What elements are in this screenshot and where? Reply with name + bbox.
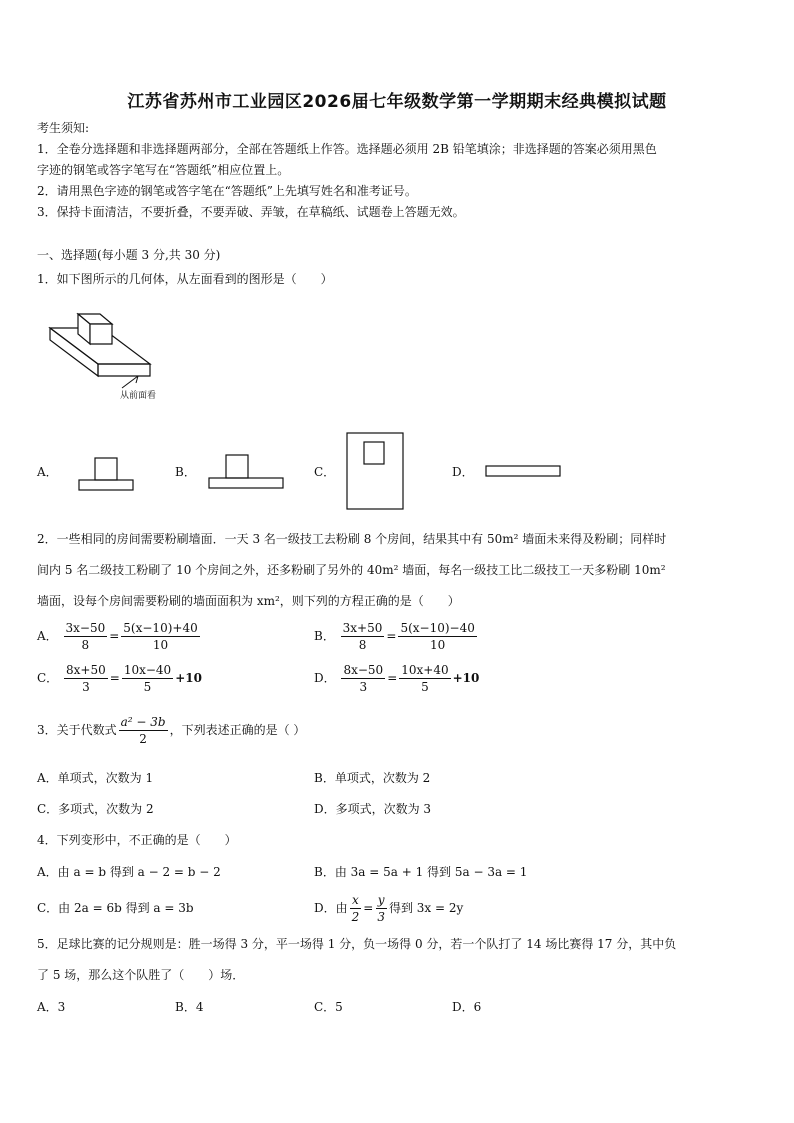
q1-figure-caption: 从前面看: [120, 391, 157, 401]
denominator: 3: [359, 680, 368, 694]
numerator: 10x+40: [401, 663, 449, 677]
numerator: 10x−40: [123, 663, 172, 677]
fraction-left: [341, 662, 385, 695]
q5-line-2: 了 5 场，那么这个队胜了（ ）场．: [37, 968, 245, 982]
option-label: B．: [314, 629, 335, 643]
numerator: 3x−50: [65, 621, 106, 635]
page-title: 江苏省苏州市工业园区2026届七年级数学第一学期期末经典模拟试题: [127, 92, 667, 112]
fraction-y: [375, 892, 387, 925]
fraction-right: [121, 620, 199, 653]
denominator: 5: [421, 680, 429, 694]
q4-option-d: [314, 892, 463, 925]
q3-option-b: B．单项式，次数为 2: [314, 771, 431, 785]
numerator: 5(x−10)+40: [123, 621, 198, 635]
numerator: x: [352, 893, 359, 907]
denominator: 3: [82, 680, 90, 694]
numerator: 8x+50: [66, 663, 106, 677]
q3-option-a: A．单项式，次数为 1: [37, 771, 154, 785]
q1-option-d-label: D．: [452, 465, 474, 479]
q5-option-b: B．4: [175, 1000, 204, 1014]
option-label: C．: [37, 671, 59, 685]
q2-line-2: 间内 5 名二级技工粉刷了 10 个房间之外，还多粉刷了另外的 40m² 墙面，每名一级技工比二级技工一天多粉刷 10m²: [37, 563, 666, 577]
option-label: A．: [37, 629, 58, 643]
notice-item-2: 2．请用黑色字迹的钢笔或答字笔在“答题纸”上先填写姓名和准考证号。: [37, 184, 417, 198]
notice-heading: 考生须知:: [37, 121, 90, 135]
q2-option-b: B． $\frac{3x+50}{8}$ = $\frac{5(x-10)-40}{10}$: [314, 621, 475, 652]
numerator: y: [377, 893, 385, 907]
q5-line-1: 5．足球比赛的记分规则是：胜一场得 3 分，平一场得 1 分，负一场得 0 分，若一个队打了 14 场比赛得 17 分，其中负: [37, 937, 677, 951]
q3-stem-pre: 3．关于代数式: [37, 723, 117, 737]
denominator: 5: [143, 680, 152, 694]
denominator: 10: [430, 638, 446, 652]
q3-option-c: C．多项式，次数为 2: [37, 802, 154, 816]
q3-option-d: D．多项式，次数为 3: [314, 802, 432, 816]
q3-stem: [37, 714, 305, 747]
equation-tail: +10: [175, 671, 202, 685]
q1-option-c-figure: [346, 432, 404, 510]
q2-option-a: A． $\frac{3x-50}{8}$ = $\frac{5(x-10)+40}{10}$: [37, 621, 198, 652]
denominator: 8: [81, 638, 90, 652]
q2-line-3: 墙面，设每个房间需要粉刷的墙面面积为 xm²，则下列的方程正确的是（ ）: [37, 594, 460, 608]
q2-option-d: D． $\frac{8x-50}{3}$ = $\frac{10x+40}{5}$ +10: [314, 663, 480, 694]
q4-option-a: A．由 a = b 得到 a − 2 = b − 2: [37, 865, 221, 879]
equation-tail: +10: [452, 671, 480, 685]
q4-d-pre: D．由: [314, 901, 348, 915]
section-heading: 一、选择题(每小题 3 分,共 30 分): [37, 248, 221, 262]
denominator: 10: [152, 638, 169, 652]
notice-item-1: 1．全卷分选择题和非选择题两部分，全部在答题纸上作答。选择题必须用 2B 铅笔填涂；非选择题的答案必须用黑色: [37, 142, 657, 156]
q5-option-a: A．3: [37, 1000, 66, 1014]
q1-stem: 1．如下图所示的几何体，从左面看到的图形是（ ）: [37, 272, 333, 286]
fraction-x: [350, 892, 362, 925]
q4-option-b: B．由 3a = 5a + 1 得到 5a − 3a = 1: [314, 865, 528, 879]
q2-option-c: C． $\frac{8x+50}{3}$ = $\frac{10x-40}{5}$ +10: [37, 663, 202, 694]
q1-option-b-figure: [208, 454, 284, 490]
numerator: 5(x−10)−40: [400, 621, 475, 635]
q4-d-post: 得到 3x = 2y: [388, 901, 464, 915]
q3-expression: [119, 714, 168, 747]
q1-option-d-figure: [485, 465, 561, 477]
fraction-right: [399, 662, 450, 695]
denominator: 3: [377, 910, 385, 924]
q1-option-a-label: A．: [37, 465, 58, 479]
denominator: 2: [351, 910, 360, 924]
notice-item-3: 3．保持卡面清洁，不要折叠，不要弄破、弄皱，在草稿纸、试题卷上答题无效。: [37, 205, 465, 219]
numerator: a² − 3b: [120, 715, 166, 729]
fraction-right: [122, 662, 173, 695]
option-label: D．: [314, 671, 336, 685]
q4-option-c: C．由 2a = 6b 得到 a = 3b: [37, 901, 194, 915]
q1-option-c-label: C．: [314, 465, 336, 479]
q5-option-d: D．6: [452, 1000, 482, 1014]
q1-option-b-label: B．: [175, 465, 196, 479]
fraction-right: [398, 620, 476, 653]
fraction-left: [64, 662, 108, 695]
q4-stem: 4．下列变形中，不正确的是（ ）: [37, 833, 237, 847]
notice-item-1-cont: 字迹的钢笔或答字笔写在“答题纸”相应位置上。: [37, 163, 290, 177]
equals-sign: =: [363, 901, 374, 915]
q5-option-c: C．5: [314, 1000, 343, 1014]
numerator: 8x−50: [343, 663, 384, 677]
q1-option-a-figure: [78, 457, 134, 491]
fraction-left: [64, 620, 108, 653]
q2-line-1: 2．一些相同的房间需要粉刷墙面．一天 3 名一级技工去粉刷 8 个房间，结果其中有 50m² 墙面未来得及粉刷；同样时: [37, 532, 667, 546]
q1-solid-figure: [48, 306, 158, 398]
fraction-left: [341, 620, 385, 653]
denominator: 8: [358, 638, 367, 652]
q3-stem-post: ，下列表述正确的是（ ）: [169, 723, 306, 737]
numerator: 3x+50: [342, 621, 383, 635]
denominator: 2: [139, 732, 147, 746]
